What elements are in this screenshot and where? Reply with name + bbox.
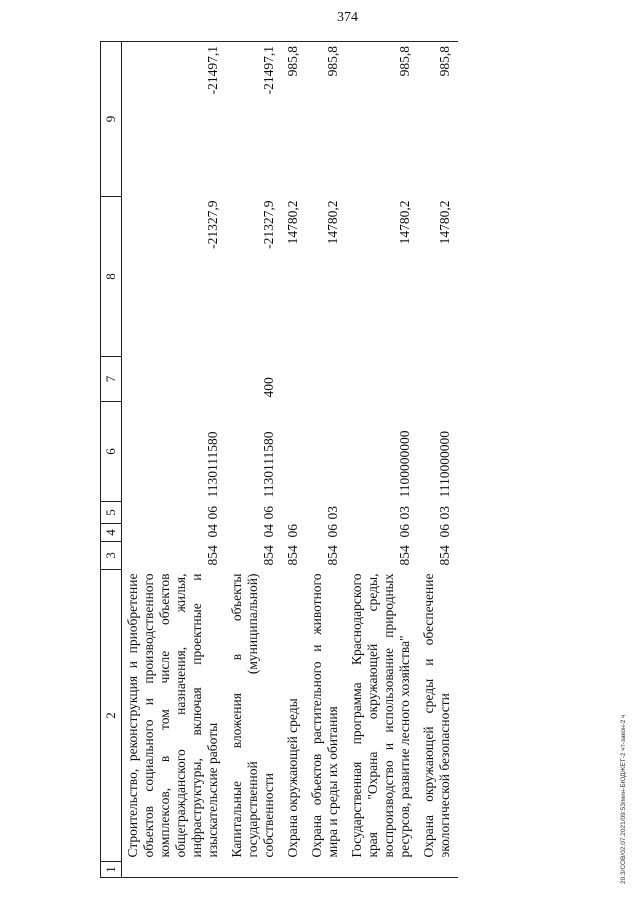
row-index-cell [306, 862, 346, 878]
target-article-code: 1100000000 [397, 430, 412, 498]
item-name: Строительство, реконструкция и приобретение объектов социального и производственного комплексов, в том числе объектов общегражданского назначения, жилья, инфраструктуры, включая проектные и изыскательские работы [125, 573, 220, 858]
item-name: Капитальные вложения в объекты государственной (муниципальной) собственности [229, 573, 276, 858]
header-cell: 7 [101, 357, 122, 402]
subsection-code: 03 [325, 506, 340, 520]
row-index-cell [226, 862, 282, 878]
amount-year-1: -21327,9 [261, 200, 276, 249]
ministry-code: 854 [205, 545, 220, 566]
target-article-code [282, 402, 306, 502]
header-cell: 5 [101, 502, 122, 524]
header-cell: 9 [101, 42, 122, 197]
subsection-code: 06 [261, 506, 276, 520]
amount-year-2: -21497,1 [226, 42, 282, 197]
item-name: Охрана объектов растительного и животного мира и среды их обитания [309, 573, 340, 858]
section-code: 06 [397, 524, 412, 538]
amount-year-2: 985,8 [346, 42, 418, 197]
header-cell: 6 [101, 402, 122, 502]
header-cell: 8 [101, 197, 122, 357]
table-row [418, 42, 458, 878]
ministry-code: 854 [285, 545, 300, 566]
amount-year-2: -21497,1 [122, 42, 227, 197]
section-code: 04 [261, 524, 276, 538]
ministry-code: 854 [325, 545, 340, 566]
target-article-code: 1130111580 [261, 431, 276, 498]
table-row [226, 42, 282, 878]
amount-year-1: 14780,2 [437, 200, 452, 245]
header-cell: 2 [101, 570, 122, 862]
section-code: 06 [325, 524, 340, 538]
amount-year-1: -21327,9 [205, 200, 220, 249]
item-name: Охрана окружающей среды и обеспечение экологической безопасности [421, 573, 452, 858]
target-article-code [306, 402, 346, 502]
expense-type-code [122, 357, 227, 402]
amount-year-1: 14780,2 [325, 200, 340, 245]
amount-year-2: 985,8 [282, 42, 306, 197]
subsection-code: 03 [397, 506, 412, 520]
ministry-code: 854 [437, 545, 452, 566]
target-article-code: 1130111580 [205, 431, 220, 498]
amount-year-2: 985,8 [418, 42, 458, 197]
ministry-code: 854 [397, 545, 412, 566]
page-number: 374 [337, 10, 358, 25]
target-article-code: 1110000000 [437, 431, 452, 498]
subsection-code: 06 [205, 506, 220, 520]
section-code: 06 [437, 524, 452, 538]
header-row [101, 42, 122, 878]
row-index-cell [122, 862, 227, 878]
subsection-code [282, 502, 306, 524]
table-row [346, 42, 418, 878]
header-cell: 3 [101, 542, 122, 570]
row-index-cell [418, 862, 458, 878]
expense-type-code: 400 [261, 377, 276, 398]
row-index-cell [282, 862, 306, 878]
amount-year-2: 985,8 [306, 42, 346, 197]
document-side-code: 20.3/СОВ/02.07.2021/09:53/мин-БЮДЖЕТ-2 чт-закон-2 ч [620, 714, 627, 884]
expense-type-code [306, 357, 346, 402]
row-index-cell [346, 862, 418, 878]
table-row [306, 42, 346, 878]
rotated-budget-table-container [100, 42, 544, 878]
table-row [282, 42, 306, 878]
expense-type-code [418, 357, 458, 402]
amount-year-1: 14780,2 [397, 200, 412, 245]
amount-year-1: 14780,2 [285, 200, 300, 245]
section-code: 06 [285, 524, 300, 538]
expense-type-code [346, 357, 418, 402]
table-row [122, 42, 227, 878]
item-name: Государственная программа Краснодарского края "Охрана окружающей среды, воспроизводство и использование природных ресурсов, развитие лесного хозяйства" [349, 573, 412, 858]
section-code: 04 [205, 524, 220, 538]
ministry-code: 854 [261, 545, 276, 566]
header-cell: 1 [101, 862, 122, 878]
item-name: Охрана окружающей среды [285, 698, 300, 858]
budget-table [100, 41, 458, 878]
expense-type-code [282, 357, 306, 402]
header-cell: 4 [101, 524, 122, 542]
subsection-code: 03 [437, 506, 452, 520]
